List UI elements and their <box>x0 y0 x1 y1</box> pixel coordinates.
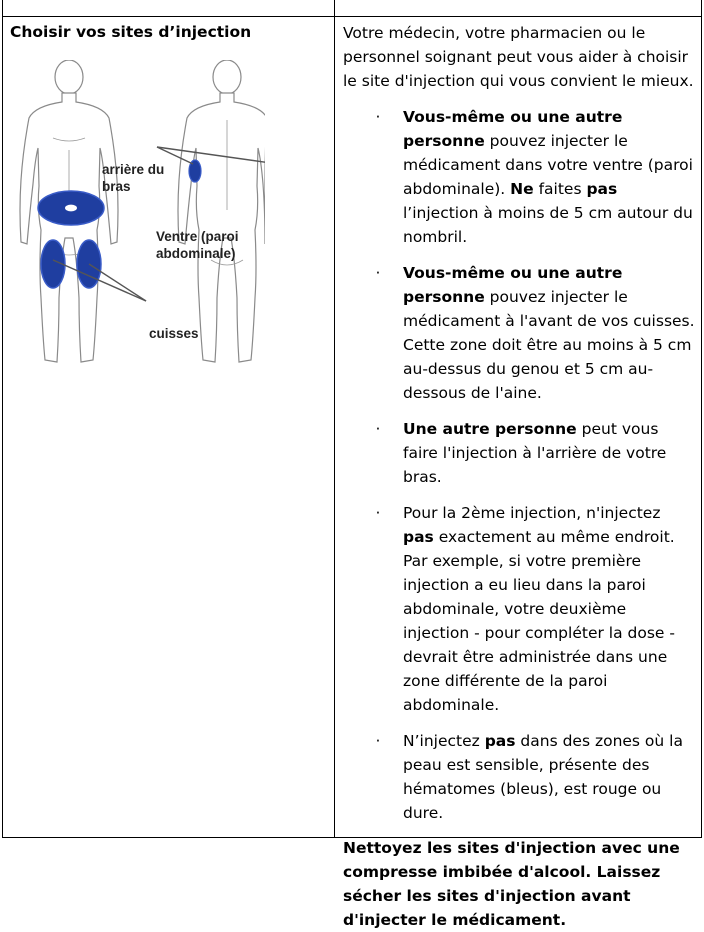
body-diagram-svg <box>15 60 265 378</box>
label-abdomen: Ventre (paroi abdominale) <box>156 229 239 261</box>
final-note: Nettoyez les sites d'injection avec une compresse imbibée d'alcool. Laissez sécher les sites d'injection avant d'injecter le médicament. <box>343 839 680 929</box>
list-item: · Vous-même ou une autre personne pouvez injecter le médicament à l'avant de vos cuisses. Cette zone doit être au moins à 5 cm au-dessus du genou et 5 cm au-dessous de l'aine. <box>343 261 695 405</box>
intro-paragraph: Votre médecin, votre pharmacien ou le personnel soignant peut vous aider à choisir le site d'injection qui vous convient le mieux. <box>343 24 694 90</box>
bullet-mark: · <box>375 264 381 282</box>
section-title: Choisir vos sites d’injection <box>10 23 252 41</box>
bullet-mark: · <box>375 420 381 438</box>
list-item: · Une autre personne peut vous faire l'injection à l'arrière de votre bras. <box>343 417 695 489</box>
label-back-of-arm: arrière du bras <box>102 162 165 194</box>
bullet-mark: · <box>375 504 381 522</box>
bullet-mark: · <box>375 732 381 750</box>
right-cell <box>335 17 701 929</box>
list-item: · Vous-même ou une autre personne pouvez injecter le médicament dans votre ventre (paroi abdominale). Ne faites pas l’injection à moins de 5 cm autour du nombril. <box>343 105 695 249</box>
instruction-table <box>2 0 702 929</box>
bullet-mark: · <box>375 108 381 126</box>
navel-mark <box>65 205 77 212</box>
label-thighs: cuisses <box>149 326 199 341</box>
list-item: · Pour la 2ème injection, n'injectez pas exactement au même endroit. Par exemple, si votre première injection a eu lieu dans la paroi abdominale, votre deuxième injection - pour compléter la dose - devrait être administrée dans une zone différente de la paroi abdominale. <box>343 501 695 717</box>
back-body-outline <box>178 60 265 362</box>
left-cell <box>3 17 334 837</box>
instructions-text <box>343 21 695 932</box>
instruction-list <box>343 105 695 825</box>
injection-sites-figure <box>15 60 265 378</box>
list-item: · N’injectez pas dans des zones où la peau est sensible, présente des hématomes (bleus), est rouge ou dure. <box>343 729 695 825</box>
